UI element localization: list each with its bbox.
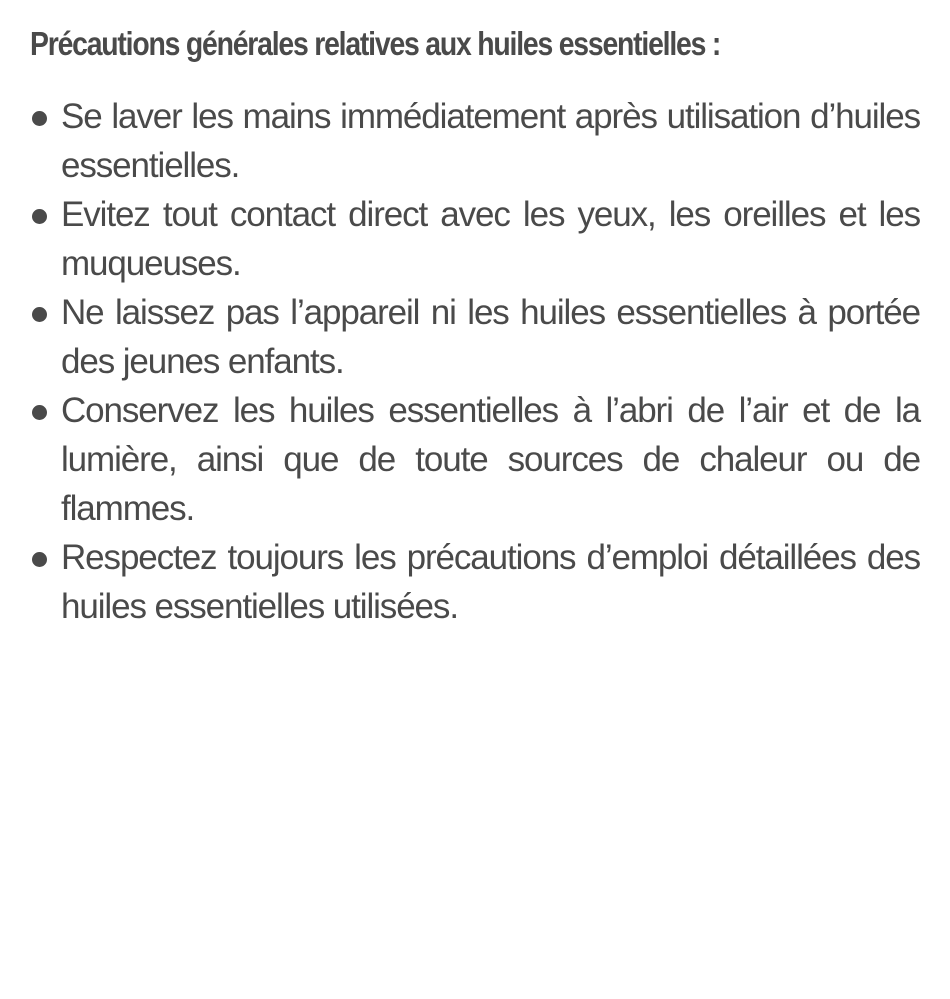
- list-item: [30, 92, 920, 190]
- page-title: Précautions générales relatives aux huiles essentielles :: [30, 25, 721, 62]
- list-item: [30, 288, 920, 386]
- list-item-text: Evitez tout contact direct avec les yeux, les oreilles et les muqueuses.: [61, 195, 920, 283]
- list-item: [30, 190, 920, 288]
- list-item: [30, 533, 920, 631]
- bullet-icon: [32, 307, 47, 322]
- list-item-text: Respectez toujours les précautions d’emploi détaillées des huiles essentielles utilisées.: [61, 538, 920, 626]
- list-item-text: Se laver les mains immédiatement après utilisation d’huiles essentielles.: [61, 97, 920, 185]
- bullet-icon: [32, 111, 47, 126]
- bullet-icon: [32, 552, 47, 567]
- precautions-list: [30, 92, 920, 631]
- list-item-text: Ne laissez pas l’appareil ni les huiles essentielles à portée des jeunes enfants.: [61, 293, 920, 381]
- list-item: [30, 386, 920, 533]
- list-item-text: Conservez les huiles essentielles à l’abri de l’air et de la lumière, ainsi que de toute sources de chaleur ou de flammes.: [61, 391, 920, 528]
- bullet-icon: [32, 405, 47, 420]
- bullet-icon: [32, 209, 47, 224]
